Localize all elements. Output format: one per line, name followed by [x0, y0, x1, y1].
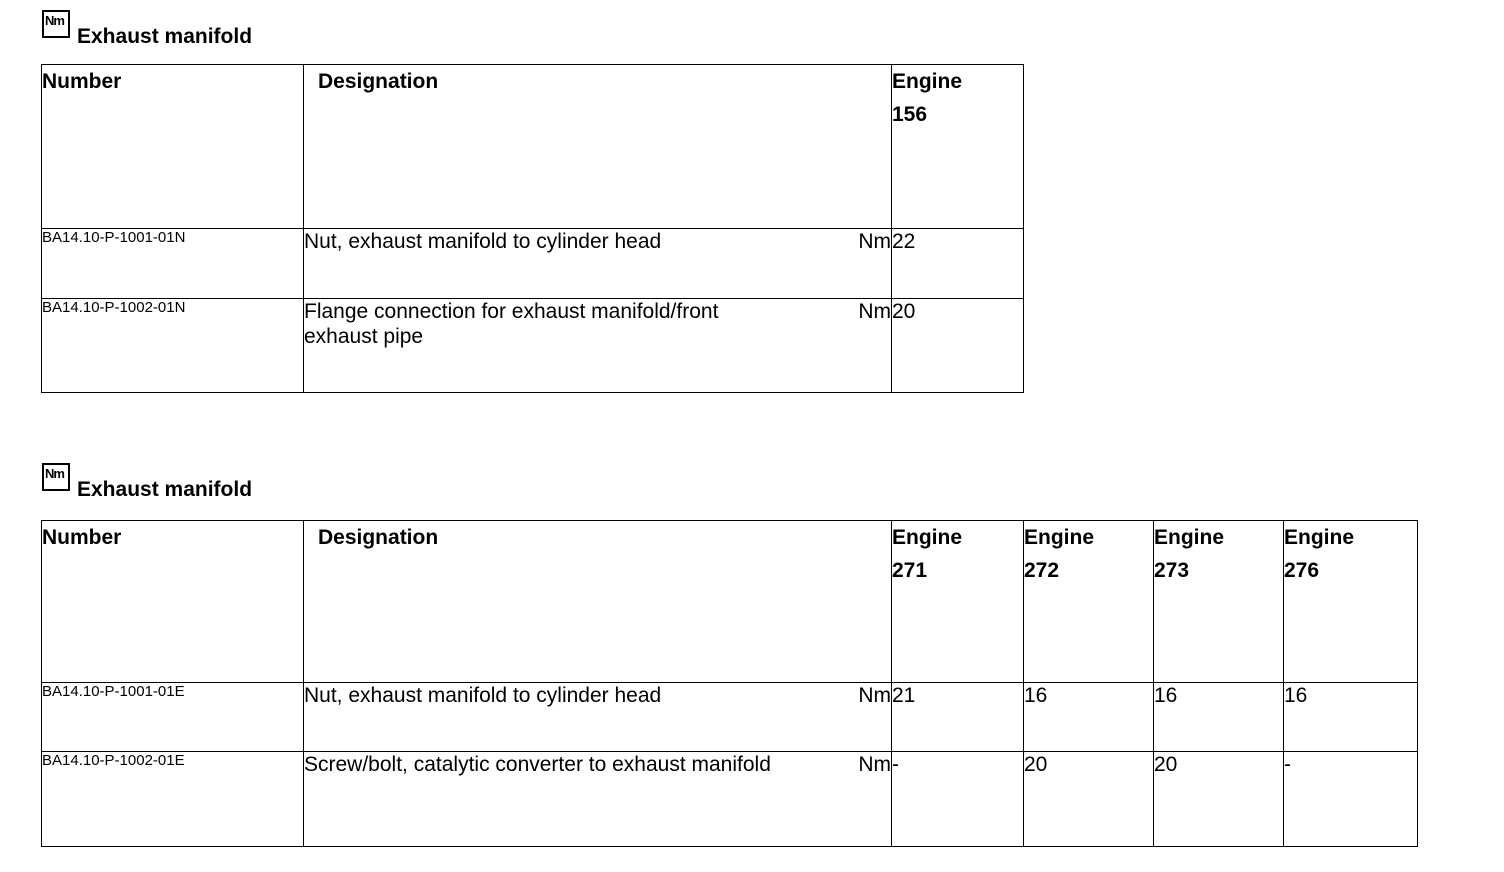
part-number: BA14.10-P-1002-01N	[42, 299, 304, 393]
torque-value-engine-276: 16	[1284, 683, 1418, 752]
designation-text: Nut, exhaust manifold to cylinder head	[304, 684, 662, 707]
table-header-row	[42, 65, 1024, 229]
section-1-title-text: Exhaust manifold	[77, 25, 253, 48]
unit-label: Nm	[858, 230, 891, 253]
part-number: BA14.10-P-1002-01E	[42, 752, 304, 847]
header-engine-271: Engine 271	[892, 521, 1024, 683]
designation-cell	[304, 683, 892, 752]
unit-label: Nm	[858, 300, 891, 323]
torque-value: 22	[892, 229, 1024, 299]
part-number: BA14.10-P-1001-01N	[42, 229, 304, 299]
torque-value-engine-272: 20	[1024, 752, 1154, 847]
part-number: BA14.10-P-1001-01E	[42, 683, 304, 752]
section-2-title	[42, 466, 253, 505]
header-designation: Designation	[304, 65, 892, 229]
torque-table-1	[41, 64, 1024, 393]
unit-label: Nm	[858, 684, 891, 707]
designation-cell	[304, 299, 892, 393]
header-engine-273: Engine 273	[1154, 521, 1284, 683]
unit-label: Nm	[858, 753, 891, 776]
torque-value-engine-272: 16	[1024, 683, 1154, 752]
torque-nm-icon: Nm	[42, 463, 70, 491]
header-engine-276: Engine 276	[1284, 521, 1418, 683]
table-row	[42, 229, 1024, 299]
torque-value: 20	[892, 299, 1024, 393]
section-2-title-text: Exhaust manifold	[77, 478, 253, 501]
torque-value-engine-271: 21	[892, 683, 1024, 752]
designation-text: Screw/bolt, catalytic converter to exhaust manifold	[304, 753, 771, 776]
torque-value-engine-271: -	[892, 752, 1024, 847]
header-designation: Designation	[304, 521, 892, 683]
designation-cell	[304, 229, 892, 299]
header-number: Number	[42, 65, 304, 229]
designation-cell	[304, 752, 892, 847]
header-number: Number	[42, 521, 304, 683]
section-1-title	[42, 13, 253, 52]
table-row	[42, 683, 1418, 752]
header-engine-272: Engine 272	[1024, 521, 1154, 683]
torque-value-engine-273: 16	[1154, 683, 1284, 752]
table-header-row	[42, 521, 1418, 683]
table-row	[42, 752, 1418, 847]
header-engine-156: Engine 156	[892, 65, 1024, 229]
torque-nm-icon: Nm	[42, 10, 70, 38]
table-row	[42, 299, 1024, 393]
torque-table-2	[41, 520, 1418, 847]
designation-text: Flange connection for exhaust manifold/front exhaust pipe	[304, 300, 719, 348]
designation-text: Nut, exhaust manifold to cylinder head	[304, 230, 662, 253]
torque-value-engine-273: 20	[1154, 752, 1284, 847]
torque-value-engine-276: -	[1284, 752, 1418, 847]
